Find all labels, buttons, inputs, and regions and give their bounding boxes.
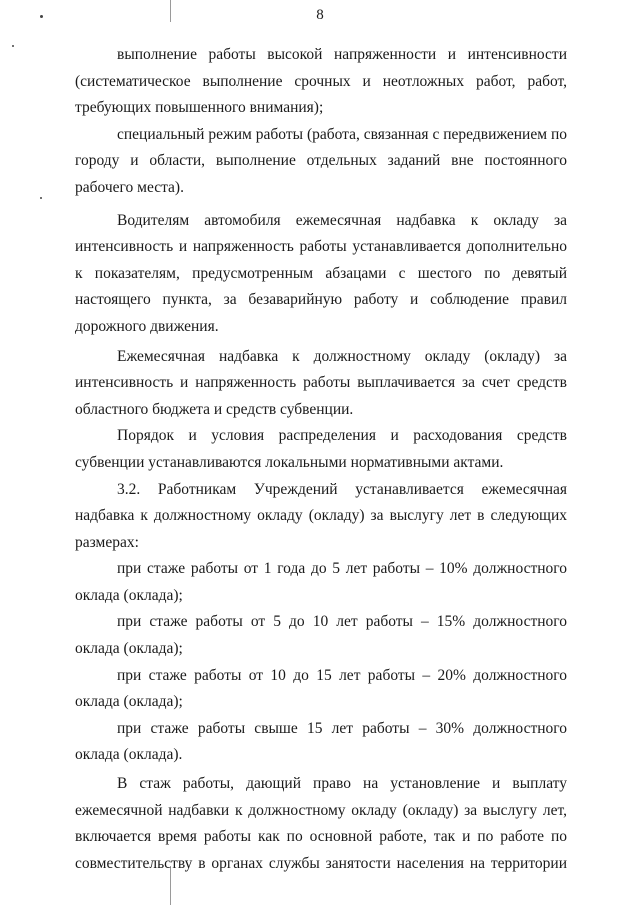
scan-speck [12, 45, 14, 47]
fold-mark-top [170, 0, 171, 22]
paragraph-11: В стаж работы, дающий право на установление и выплату ежемесячной надбавки к должностному окладу (окладу) за выслугу лет, включается время работы как по основной работе, так и по работе по совместительству в органах службы занятости населения на территории [75, 775, 567, 872]
paragraph-10: при стаже работы свыше 15 лет работы – 30% должностного оклада (оклада). [75, 719, 567, 764]
paragraph-8: при стаже работы от 5 до 10 лет работы – 15% должностного оклада (оклада); [75, 613, 567, 658]
paragraph-4: Ежемесячная надбавка к должностному окладу (окладу) за интенсивность и напряженность работы выплачивается за счет средств областного бюджета и средств субвенции. [75, 347, 567, 418]
page-number: 8 [316, 7, 324, 23]
scan-speck [40, 197, 42, 199]
paragraph-5: Порядок и условия распределения и расходования средств субвенции устанавливаются локальными нормативными актами. [75, 427, 567, 471]
paragraph-6: 3.2. Работникам Учреждений устанавливается ежемесячная надбавка к должностному окладу (окладу) за выслугу лет в следующих размерах: [75, 480, 567, 551]
paragraph-3: Водителям автомобиля ежемесячная надбавка к окладу за интенсивность и напряженность работы устанавливается дополнительно к показателям, предусмотренным абзацами с шестого по девятый настоящего пункта, за безаварийную работу и соблюдение правил дорожного движения. [75, 211, 567, 335]
document-body [75, 42, 567, 877]
paragraph-9: при стаже работы от 10 до 15 лет работы – 20% должностного оклада (оклада); [75, 666, 567, 711]
paragraph-1: выполнение работы высокой напряженности и интенсивности (систематическое выполнение срочных и неотложных работ, работ, требующих повышенного внимания); [75, 46, 567, 117]
scan-speck [40, 15, 43, 18]
paragraph-2: специальный режим работы (работа, связанная с передвижением по городу и области, выполнение отдельных заданий вне постоянного рабочего места). [75, 125, 567, 196]
paragraph-7: при стаже работы от 1 года до 5 лет работы – 10% должностного оклада (оклада); [75, 560, 567, 604]
